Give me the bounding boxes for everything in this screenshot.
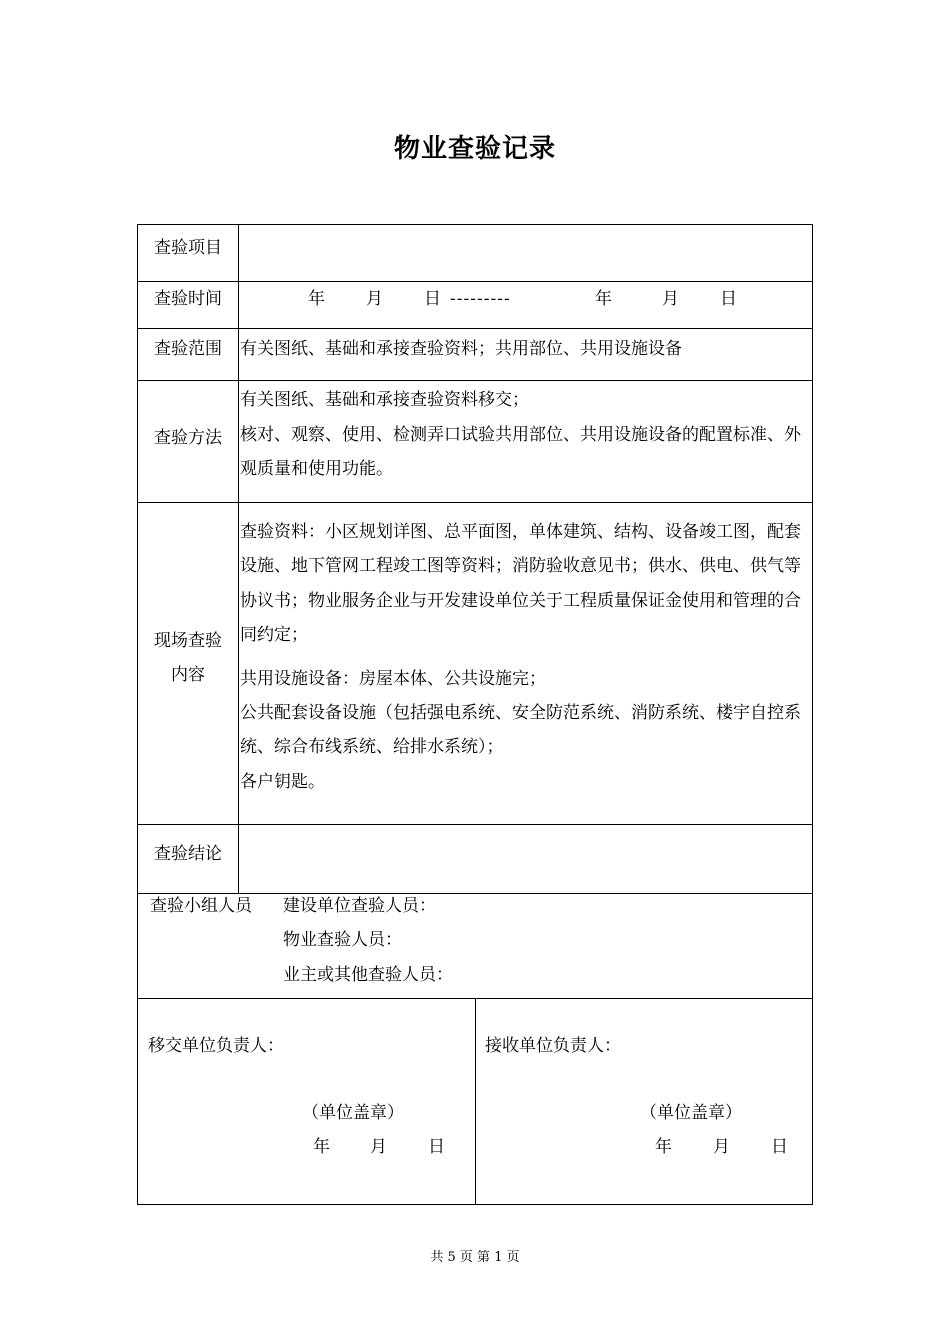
builder-inspectors: 建设单位查验人员： [283,896,436,916]
transfer-year: 年 [313,1137,330,1157]
start-day: 日 [424,289,441,309]
content-label-line-1: 现场查验 [154,631,222,651]
owner-inspectors: 业主或其他查验人员： [283,965,453,985]
content-line-4: 各户钥匙。 [240,772,325,792]
signature-column-divider [475,998,476,1204]
scope-label: 查验范围 [154,339,222,359]
receive-day: 日 [771,1137,788,1157]
end-day: 日 [720,289,737,309]
end-month: 月 [662,289,679,309]
transfer-seal: （单位盖章） [302,1103,404,1123]
page-title: 物业查验记录 [393,134,556,164]
time-label: 查验时间 [154,289,222,309]
inspection-form [137,224,813,1205]
conclusion-label: 查验结论 [154,844,222,864]
method-line-1: 有关图纸、基础和承接查验资料移交； [240,390,529,410]
date-separator: --------- [450,289,511,309]
method-label: 查验方法 [154,428,222,448]
team-label: 查验小组人员 [150,896,252,916]
content-label-line-2: 内容 [171,665,205,685]
content-line-1: 查验资料：小区规划详图、总平面图，单体建筑、结构、设备竣工图，配套设施、地下管网工程竣工图等资料；消防验收意见书；供水、供电、供气等协议书；物业服务企业与开发建设单位关于工程质量保证金使用和管理的合同约定； [240,522,801,645]
receive-year: 年 [655,1137,672,1157]
start-year: 年 [308,289,325,309]
row-divider [138,824,812,825]
label-column-divider [238,225,239,893]
end-year: 年 [595,289,612,309]
receive-seal: （单位盖章） [640,1103,742,1123]
transfer-month: 月 [370,1137,387,1157]
start-month: 月 [366,289,383,309]
transfer-responsible-label: 移交单位负责人： [148,1036,284,1056]
row-divider [138,328,812,329]
property-inspectors: 物业查验人员： [283,930,402,950]
row-divider [138,380,812,381]
transfer-day: 日 [428,1137,445,1157]
row-divider [138,502,812,503]
scope-value: 有关图纸、基础和承接查验资料；共用部位、共用设施设备 [240,339,682,359]
content-line-3: 公共配套设备设施（包括强电系统、安全防范系统、消防系统、楼宇自控系统、综合布线系统、给排水系统）； [240,703,801,758]
receive-month: 月 [713,1137,730,1157]
receive-responsible-label: 接收单位负责人： [485,1036,621,1056]
method-line-2: 核对、观察、使用、检测弄口试验共用部位、共用设施设备的配置标准、外观质量和使用功能。 [240,425,801,480]
project-label: 查验项目 [154,238,222,258]
content-line-2: 共用设施设备：房屋本体、公共设施完； [240,669,546,689]
page-footer: 共 5 页 第 1 页 [430,1250,520,1265]
